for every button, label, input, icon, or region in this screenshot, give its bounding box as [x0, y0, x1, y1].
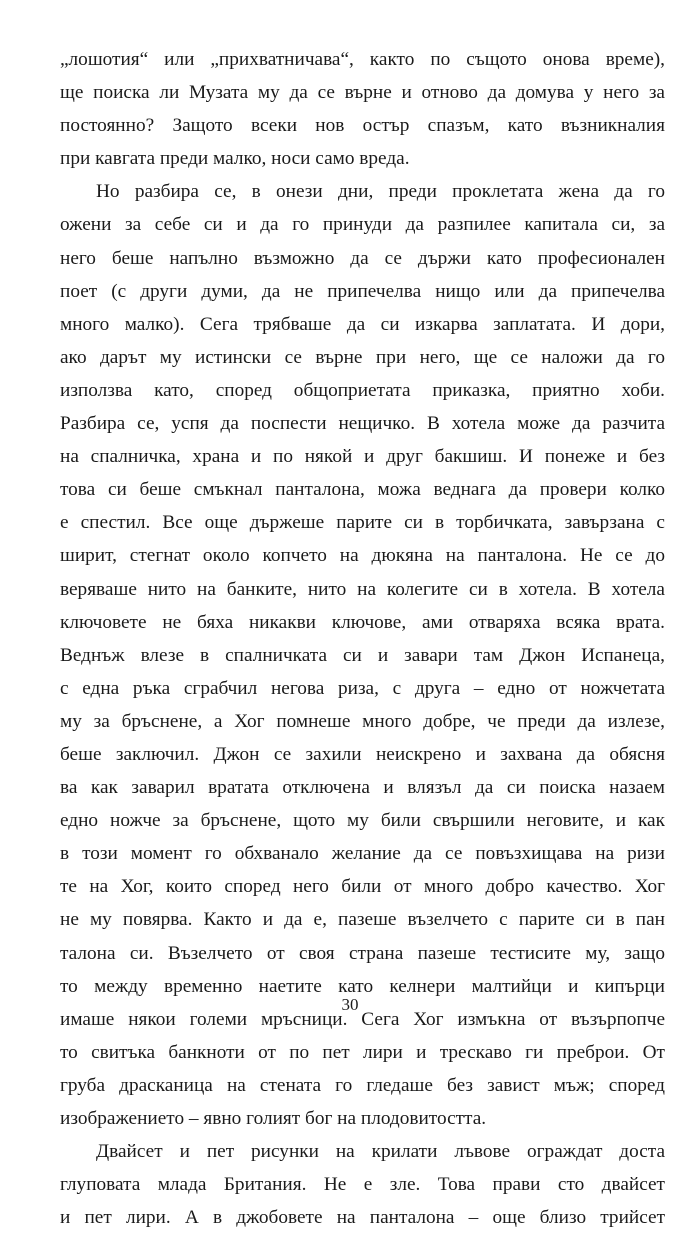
text-line: поет (с други думи, да не припечелва нищо или да припечелва [60, 280, 665, 302]
text-line: него беше напълно възможно да се държи като професионален [60, 247, 665, 269]
text-line: ще поиска ли Музата му да се върне и отново да домува у него за [60, 82, 665, 104]
text-line: беше заключил. Джон се захили неискрено и захвана да обясня [60, 743, 665, 765]
text-line: е спестил. Все още държеше парите си в торбичката, завързана с [60, 512, 665, 534]
text-line: Двайсет и пет рисунки на крилати лъвове ограждат доста [96, 1141, 665, 1163]
text-line: постоянно? Защото всеки нов остър спазъм, като възникналия [60, 115, 665, 137]
text-line: това си беше смъкнал панталона, можа веднага да провери колко [60, 479, 665, 501]
text-line: ва как заварил вратата отключена и влязъл да си поиска назаем [60, 777, 665, 799]
text-line: използва като, според общоприетата приказка, приятно хоби. [60, 379, 665, 401]
text-line: те на Хог, които според него били от много добро качество. Хог [60, 876, 665, 898]
text-line: Веднъж влезе в спалничката си и завари там Джон Испанеца, [60, 644, 665, 666]
text-line: ширит, стегнат около копчето на дюкяна на панталона. Не се до [60, 545, 665, 567]
text-line: „лошотия“ или „прихватничава“, както по същото онова време), [60, 49, 665, 70]
text-line: то свитъка банкноти от по пет лири и трескаво ги преброи. От [60, 1041, 665, 1063]
text-line: ключовете не бяха никакви ключове, ами отваряха всяка врата. [60, 611, 665, 633]
text-line: Но разбира се, в онези дни, преди проклетата жена да го [96, 181, 665, 203]
paragraph [60, 1135, 665, 1234]
text-line: и пет лири. А в джобовете на панталона – още близо трийсет [60, 1207, 665, 1229]
text-line: Разбира се, успя да поспести нещичко. В хотела може да разчита [60, 413, 665, 435]
text-line: много малко). Сега трябваше да си изкарва заплатата. И дори, [60, 313, 665, 335]
text-line: груба драсканица на стената го гледаше без завист мъж; според [60, 1074, 665, 1096]
text-line: в този момент го обхванало желание да се повъзхищава на ризи [60, 843, 665, 865]
text-line: ожени за себе си и да го принуди да разпилее капитала си, за [60, 214, 665, 236]
text-line: талона си. Възелчето от своя страна пазеше тестисите му, защо [60, 942, 665, 964]
page-number: 30 [341, 995, 359, 1014]
paragraph [60, 175, 665, 1135]
text-line: с една ръка сграбчил негова риза, с друга – едно от ножчетата [60, 677, 665, 699]
text-line: имаше някои големи мръсници. Сега Хог измъкна от възърпопче [60, 1008, 665, 1030]
text-line: не му повярва. Както и да е, пазеше възелчето с парите си в пан [60, 909, 665, 931]
text-line: изображението – явно голият бог на плодовитостта. [60, 1108, 487, 1129]
text-line: веряваше нито на банките, нито на колегите си в хотела. В хотела [60, 578, 665, 600]
text-line: то между временно наетите като келнери малтийци и кипърци [60, 975, 665, 997]
paragraph [60, 43, 665, 175]
text-line: му за бръснене, а Хог помнеше много добре, че преди да излезе, [60, 710, 665, 732]
text-line: на спалничка, храна и по някой и друг бакшиш. И понеже и без [60, 446, 665, 468]
text-line: при кавгата преди малко, носи само вреда. [60, 148, 410, 170]
text-line: ако дарът му истински се върне при него, ще се наложи да го [60, 346, 665, 368]
text-line: едно ножче за бръснене, щото му били свършили неговите, и как [60, 810, 665, 832]
text-line: глуповата млада Британия. Не е зле. Това прави сто двайсет [60, 1174, 665, 1196]
body-text [60, 43, 665, 1234]
